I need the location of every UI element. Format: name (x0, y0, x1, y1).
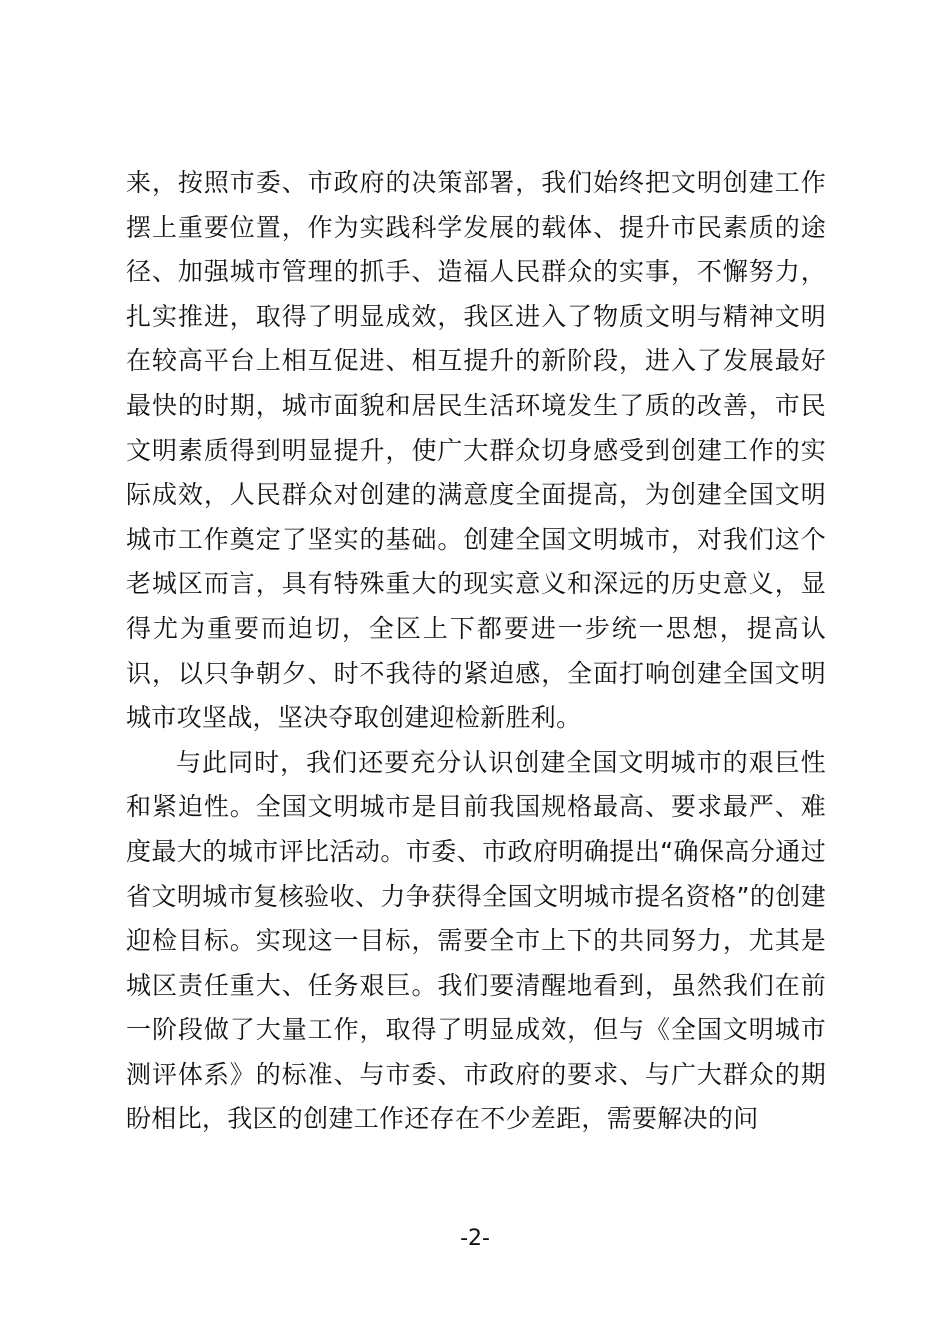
paragraph-difficulty: 与此同时，我们还要充分认识创建全国文明城市的艰巨性和紧迫性。全国文明城市是目前我国规格最高、要求最严、难度最大的城市评比活动。市委、市政府明确提出“确保高分通过省文明城市复核验收、力争获得全国文明城市提名资格”的创建迎检目标。实现这一目标，需要全市上下的共同努力，尤其是城区责任重大、任务艰巨。我们要清醒地看到，虽然我们在前一阶段做了大量工作，取得了明显成效，但与《全国文明城市测评体系》的标准、与市委、市政府的要求、与广大群众的期盼相比，我区的创建工作还存在不少差距，需要解决的问 (126, 747, 826, 1134)
paragraph-continuation: 来，按照市委、市政府的决策部署，我们始终把文明创建工作摆上重要位置，作为实践科学发展的载体、提升市民素质的途径、加强城市管理的抓手、造福人民群众的实事，不懈努力，扎实推进，取得了明显成效，我区进入了物质文明与精神文明在较高平台上相互促进、相互提升的新阶段，进入了发展最好最快的时期，城市面貌和居民生活环境发生了质的改善，市民文明素质得到明显提升，使广大群众切身感受到创建工作的实际成效，人民群众对创建的满意度全面提高，为创建全国文明城市工作奠定了坚实的基础。创建全国文明城市，对我们这个老城区而言，具有特殊重大的现实意义和深远的历史意义，显得尤为重要而迫切，全区上下都要进一步统一思想，提高认识，以只争朝夕、时不我待的紧迫感，全面打响创建全国文明城市攻坚战，坚决夺取创建迎检新胜利。 (126, 168, 826, 733)
page-number: -2- (460, 1226, 490, 1251)
document-body (126, 161, 826, 1142)
